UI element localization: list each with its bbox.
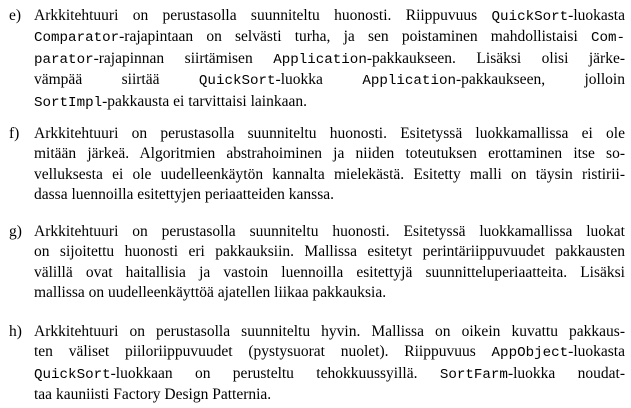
text-line bbox=[34, 70, 625, 91]
option-text bbox=[34, 322, 625, 406]
text-segment: mitään järkeä. Algoritmien abstrahoiminen ja niiden toteutuksen erottaminen itse so- bbox=[34, 145, 625, 163]
option-text bbox=[34, 222, 625, 304]
option-g bbox=[0, 222, 625, 304]
text-segment: Arkkitehtuuri on perustasolla suunniteltu huonosti. Esitetyssä luokkamallissa ei ole bbox=[34, 125, 625, 142]
text-line bbox=[34, 144, 625, 164]
option-text bbox=[34, 6, 625, 113]
text-segment: -pakkaukseen. Lisäksi olisi järke- bbox=[366, 49, 625, 67]
text-line bbox=[34, 27, 625, 48]
text-segment: -luokka noudat- bbox=[507, 364, 625, 382]
option-letter: f) bbox=[9, 125, 20, 142]
text-line bbox=[34, 385, 625, 405]
option-letter: h) bbox=[9, 323, 22, 340]
text-segment: välillä ovat haitallisia ja vastoin luennoilla esitettyjä suunnitteluperiaatteita. Lisäksi bbox=[34, 263, 625, 281]
text-segment: mallissa on uudelleenkäyttöä ajatellen liikaa pakkauksia. bbox=[34, 284, 387, 302]
code-term: Comparator bbox=[34, 30, 120, 47]
option-e bbox=[0, 6, 625, 113]
text-segment: -pakkaukseen, jolloin bbox=[455, 71, 625, 89]
code-term: Com- bbox=[590, 30, 625, 47]
text-segment: on sijoitettu huonosti eri pakkauksiin. Mallissa esitetyt perintäriippuvuudet pakkausten bbox=[34, 243, 625, 261]
text-segment: -luokasta bbox=[568, 343, 625, 361]
text-line bbox=[34, 263, 625, 283]
text-segment: -luokasta bbox=[568, 7, 625, 24]
code-term: SortFarm bbox=[439, 366, 508, 383]
code-term: Application bbox=[273, 51, 367, 68]
code-term: AppObject bbox=[491, 345, 569, 362]
code-term: Application bbox=[362, 73, 456, 90]
text-line bbox=[34, 242, 625, 262]
text-segment: taa kauniisti Factory Design Patternia. bbox=[34, 386, 272, 404]
text-line bbox=[34, 6, 625, 27]
text-line bbox=[34, 342, 625, 363]
text-line bbox=[34, 124, 625, 144]
text-segment: -luokkaan on perusteltu tehokkuussyillä. bbox=[110, 364, 440, 382]
option-letter: g) bbox=[9, 223, 22, 240]
code-term: QuickSort bbox=[491, 9, 569, 25]
option-text bbox=[34, 124, 625, 206]
text-segment: dassa luennoilla esitettyjen periaatteiden kanssa. bbox=[34, 186, 334, 204]
option-f bbox=[0, 124, 625, 206]
option-h bbox=[0, 322, 625, 406]
text-segment: -luokka bbox=[275, 71, 363, 89]
code-term: QuickSort bbox=[34, 366, 111, 383]
text-line bbox=[34, 222, 625, 242]
text-line bbox=[34, 185, 625, 205]
text-segment: Arkkitehtuuri on perustasolla suunniteltu huonosti. Esitetyssä luokkamallissa luokat bbox=[34, 223, 625, 240]
code-term: QuickSort bbox=[198, 73, 276, 90]
code-term: parator bbox=[34, 51, 94, 68]
text-line bbox=[34, 322, 625, 342]
text-line bbox=[34, 283, 625, 303]
text-segment: vämpää siirtää bbox=[34, 71, 199, 89]
text-line bbox=[34, 49, 625, 70]
text-segment: ten väliset piiloriippuvuudet (pystysuorat nuolet). Riippuvuus bbox=[34, 343, 492, 361]
text-segment: -rajapintaan on selvästi turha, ja sen poistaminen mahdollistaisi bbox=[119, 28, 591, 46]
text-segment: -pakkausta ei tarvittaisi lainkaan. bbox=[102, 92, 307, 110]
text-segment: Arkkitehtuuri on perustasolla suunniteltu huonosti. Riippuvuus bbox=[34, 7, 492, 24]
text-segment: Arkkitehtuuri on perustasolla suunniteltu hyvin. Mallissa on oikein kuvattu pakkaus- bbox=[34, 323, 625, 340]
option-letter: e) bbox=[9, 7, 22, 24]
text-line bbox=[34, 165, 625, 185]
code-term: SortImpl bbox=[34, 94, 103, 111]
text-segment: -rajapinnan siirtämisen bbox=[93, 49, 274, 67]
text-line bbox=[34, 92, 625, 113]
text-line bbox=[34, 364, 625, 385]
text-segment: velluksesta ei ole uudelleenkäytön kannalta mielekästä. Esitetty malli on täysin ristirii- bbox=[34, 165, 625, 183]
